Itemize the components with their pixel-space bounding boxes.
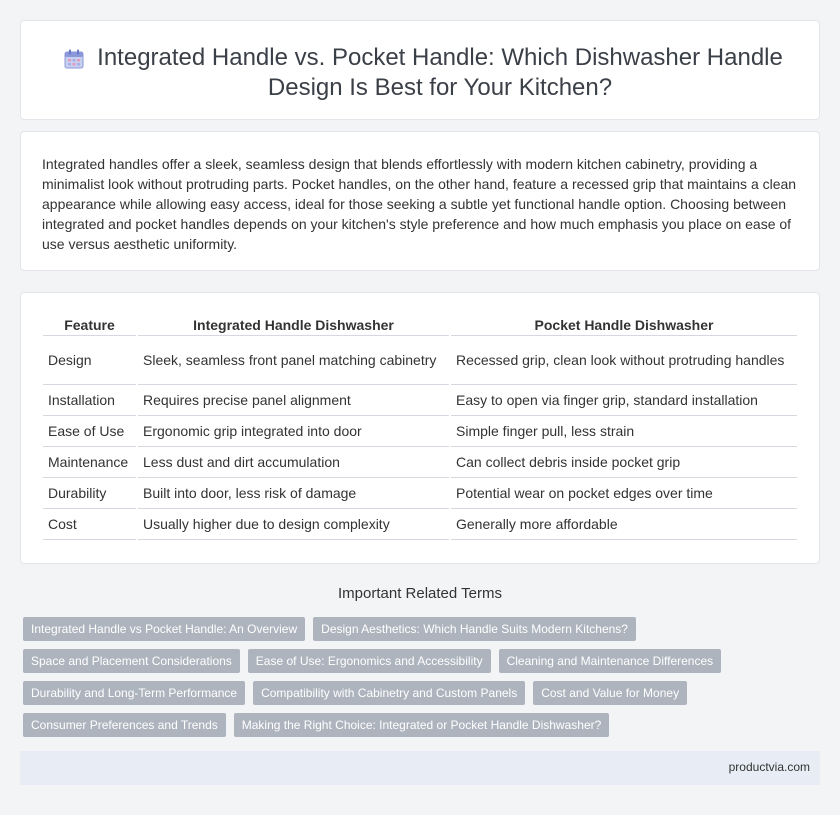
- footer-site-link[interactable]: productvia.com: [728, 760, 810, 774]
- table-cell-pocket: Easy to open via finger grip, standard installation: [451, 385, 797, 416]
- table-cell-pocket: Recessed grip, clean look without protruding handles: [451, 336, 797, 385]
- table-cell-integrated: Less dust and dirt accumulation: [138, 447, 449, 478]
- table-cell-feature: Cost: [43, 509, 136, 540]
- table-row: [43, 509, 797, 540]
- related-term-tag[interactable]: Compatibility with Cabinetry and Custom Panels: [253, 681, 525, 705]
- table-row: [43, 385, 797, 416]
- footer: [20, 751, 820, 785]
- related-term-tag[interactable]: Durability and Long-Term Performance: [23, 681, 245, 705]
- column-header-integrated: Integrated Handle Dishwasher: [138, 313, 449, 336]
- table-cell-integrated: Built into door, less risk of damage: [138, 478, 449, 509]
- tag-row: [23, 713, 823, 737]
- table-row: [43, 416, 797, 447]
- table-cell-integrated: Requires precise panel alignment: [138, 385, 449, 416]
- tag-row: [23, 649, 823, 673]
- table-row: [43, 478, 797, 509]
- related-term-tag[interactable]: Cost and Value for Money: [533, 681, 687, 705]
- related-terms-title: Important Related Terms: [338, 585, 502, 602]
- table-row: [43, 447, 797, 478]
- table-cell-pocket: Can collect debris inside pocket grip: [451, 447, 797, 478]
- table-cell-feature: Design: [43, 336, 136, 385]
- related-term-tag[interactable]: Integrated Handle vs Pocket Handle: An Overview: [23, 617, 305, 641]
- table-row: [43, 336, 797, 385]
- intro-card: [20, 131, 820, 271]
- related-term-tag[interactable]: Ease of Use: Ergonomics and Accessibility: [248, 649, 491, 673]
- related-terms-tags: [23, 617, 823, 745]
- table-cell-integrated: Sleek, seamless front panel matching cabinetry: [138, 336, 449, 385]
- column-header-feature: Feature: [43, 313, 136, 336]
- table-cell-feature: Durability: [43, 478, 136, 509]
- comparison-table: [41, 313, 799, 540]
- tag-row: [23, 681, 823, 705]
- comparison-table-card: [20, 292, 820, 564]
- page-title: Integrated Handle vs. Pocket Handle: Which Dishwasher Handle Design Is Best for Your Kitchen?: [97, 44, 783, 101]
- header-card: [20, 20, 820, 120]
- related-term-tag[interactable]: Making the Right Choice: Integrated or Pocket Handle Dishwasher?: [234, 713, 610, 737]
- table-cell-pocket: Generally more affordable: [451, 509, 797, 540]
- related-term-tag[interactable]: Space and Placement Considerations: [23, 649, 240, 673]
- table-header-row: [43, 313, 797, 336]
- column-header-pocket: Pocket Handle Dishwasher: [451, 313, 797, 336]
- table-cell-feature: Maintenance: [43, 447, 136, 478]
- table-cell-feature: Installation: [43, 385, 136, 416]
- table-cell-pocket: Potential wear on pocket edges over time: [451, 478, 797, 509]
- related-term-tag[interactable]: Cleaning and Maintenance Differences: [499, 649, 722, 673]
- table-cell-pocket: Simple finger pull, less strain: [451, 416, 797, 447]
- tag-row: [23, 617, 823, 641]
- related-term-tag[interactable]: Design Aesthetics: Which Handle Suits Modern Kitchens?: [313, 617, 636, 641]
- related-term-tag[interactable]: Consumer Preferences and Trends: [23, 713, 226, 737]
- table-cell-integrated: Usually higher due to design complexity: [138, 509, 449, 540]
- table-cell-integrated: Ergonomic grip integrated into door: [138, 416, 449, 447]
- table-cell-feature: Ease of Use: [43, 416, 136, 447]
- intro-paragraph: Integrated handles offer a sleek, seamless design that blends effortlessly with modern kitchen cabinetry, providing a minimalist look without protruding parts. Pocket handles, on the other hand, feature a recessed grip that maintains a clean appearance while allowing easy access, ideal for those seeking a subtle yet functional handle option. Choosing between integrated and pocket handles depends on your kitchen's style preference and how much emphasis you place on ease of use versus aesthetic uniformity.: [42, 156, 797, 252]
